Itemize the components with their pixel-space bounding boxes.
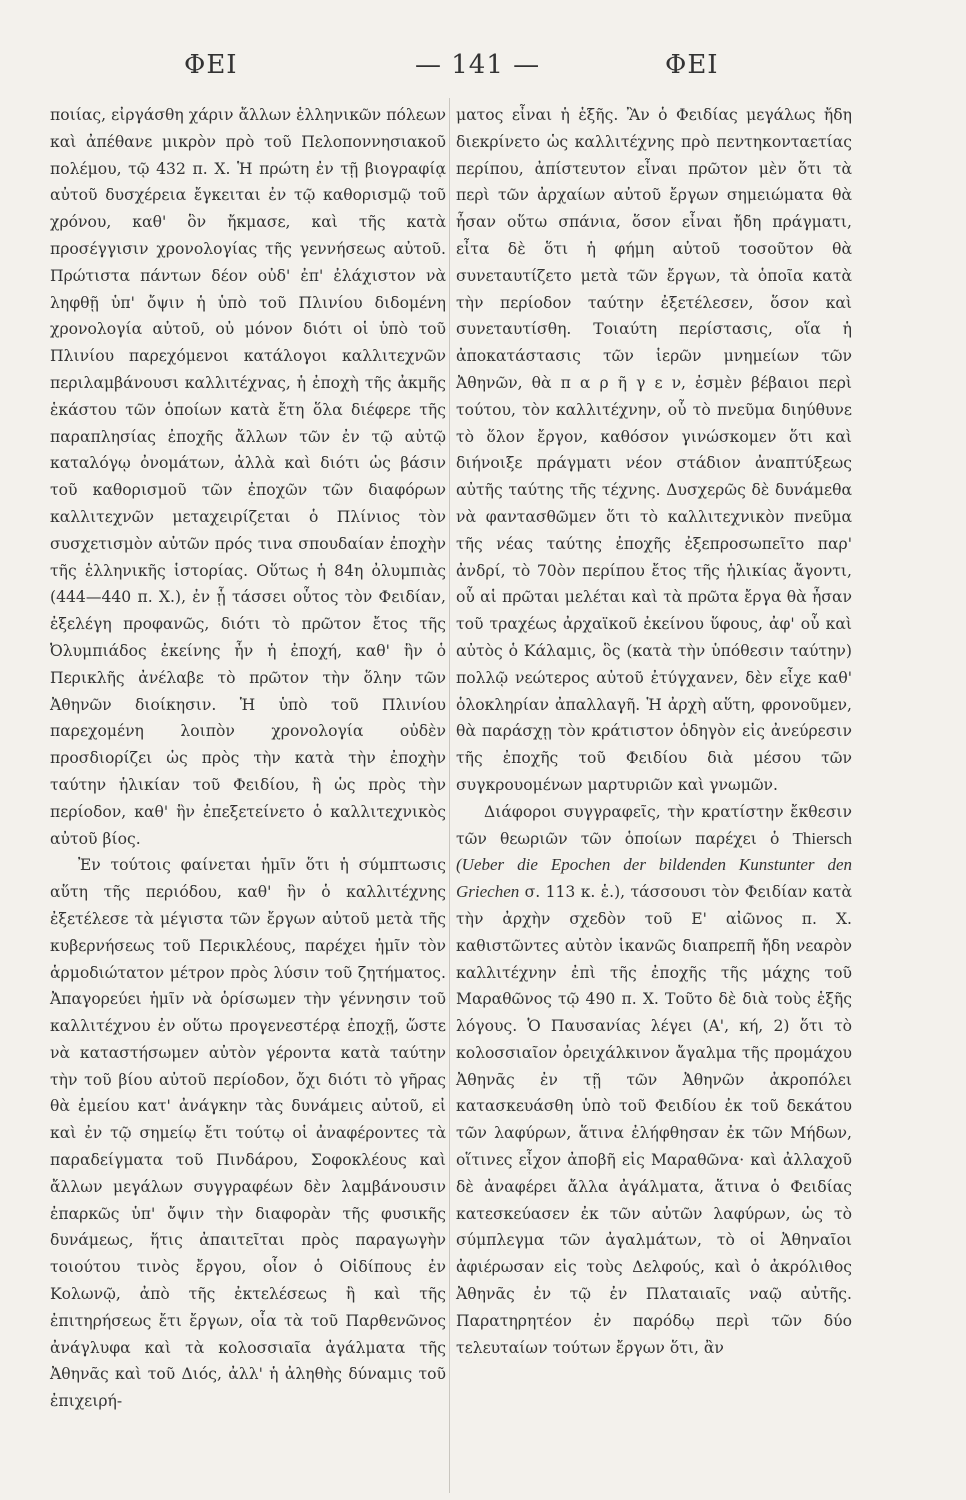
right-paragraph-2 [456,799,852,1362]
page-number: — 141 — [415,50,541,80]
header-left-word: ΦΕΙ [184,50,238,80]
para2-lead: Διάφοροι συγγραφεῖς, τὴν κρατίστην ἔκθεσιν τῶν θεωριῶν τῶν ὁποίων παρέχει ὁ [456,802,852,848]
right-paragraph-1: ματος εἶναι ἡ ἑξῆς. Ἂν ὁ Φειδίας μεγάλως ἤδη διεκρίνετο ὡς καλλιτέχνης πρὸ πεντηκονταετίας περίπου, ἀπίστευτον εἶναι πρῶτον μὲν ὅτι τὰ περὶ τῶν ἀρχαίων αὐτοῦ ἔργων σημειώματα θὰ ἦσαν οὕτω σπάνια, ὅσον εἶναι ἤδη πράγματι, εἶτα δὲ ὅτι ἡ φήμη αὐτοῦ τοσοῦτον θὰ συνεταυτίζετο μετὰ τῶν ἔργων, τὰ ὁποῖα κατὰ τὴν περίοδον ταύτην ἐξετέλεσεν, ὅσον καὶ συνεταυτίσθη. Τοιαύτη περίστασις, οἵα ἡ ἀποκατάστασις τῶν ἱερῶν μνημείων τῶν Ἀθηνῶν, θὰ π α ρ ῆ γ ε ν, ἐσμὲν βέβαιοι περὶ τούτου, τὸν καλλιτέχνην, οὗ τὸ πνεῦμα διηύθυνε τὸ ὅλον ἔργον, καθόσον γινώσκομεν ὅτι καὶ διήνοιξε πράγματι νέον στάδιον ἀναπτύξεως αὐτῆς ταύτης τῆς τέχνης. Δυσχερῶς δὲ δυνάμεθα νὰ φαντασθῶμεν ὅτι τὸ καλλιτεχνικὸν πνεῦμα τῆς νέας ταύτης ἐποχῆς ἐξεπροσωπεῖτο παρ' ἀνδρί, τὸ 70ὸν περίπου ἔτος τῆς ἡλικίας ἄγοντι, οὗ αἱ πρῶται μελέται καὶ τὰ πρῶτα ἔργα θὰ ἦσαν τοῦ τραχέως ἀρχαϊκοῦ ἐκείνου ὕφους, ἀφ' οὗ καὶ αὐτὸς ὁ Κάλαμις, ὃς (κατὰ τὴν ὑπόθεσιν ταύτην) πολλῷ νεώτερος αὐτοῦ ἐτύγχανεν, δὲν εἶχε καθ' ὁλοκληρίαν ἀπαλλαγῆ. Ἡ ἀρχὴ αὕτη, φρονοῦμεν, θὰ παράσχῃ τὸν κράτιστον ὁδηγὸν εἰς ἀνεύρεσιν τῆς ἐποχῆς τοῦ Φειδίου διὰ μέσου τῶν συγκρουομένων μαρτυριῶν καὶ γνωμῶν. [456,106,852,794]
left-paragraph-2: Ἐν τούτοις φαίνεται ἡμῖν ὅτι ἡ σύμπτωσις αὕτη τῆς περιόδου, καθ' ἣν ὁ καλλιτέχνης ἐξετέλεσε τὰ μέγιστα τῶν ἔργων αὐτοῦ μετὰ τῆς κυβερνήσεως τοῦ Περικλέους, παρέχει ἡμῖν τὸν ἁρμοδιώτατον μέτρον πρὸς λύσιν τοῦ ζητήματος. Ἀπαγορεύει ἡμῖν νὰ ὁρίσωμεν τὴν γέννησιν τοῦ καλλιτέχνου ἐν οὕτω προγενεστέρᾳ ἐποχῇ, ὥστε νὰ καταστήσωμεν αὐτὸν γέροντα κατὰ ταύτην τὴν τοῦ βίου αὐτοῦ περίοδον, ὄχι διότι τὸ γῆρας θὰ ἐμείου κατ' ἀνάγκην τὰς δυνάμεις αὐτοῦ, εἰ καὶ ἐν τῷ σημείῳ ἔτι τούτῳ οἱ ἀναφέροντες τὰ παραδείγματα τοῦ Πινδάρου, Σοφοκλέους καὶ ἄλλων μεγάλων συγγραφέων δὲν λαμβάνουσιν ἐπαρκῶς ὑπ' ὄψιν τὴν διαφορὰν τῆς φυσικῆς δυνάμεως, ἥτις ἀπαιτεῖται πρὸς παραγωγὴν τοιούτου τινὸς ἔργου, οἷον ὁ Οἰδίπους ἐν Κολωνῷ, ἀπὸ τῆς ἐκτελέσεως ἢ καὶ τῆς ἐπιτηρήσεως ἔτι ἔργων, οἷα τὰ τοῦ Παρθενῶνος ἀνάγλυφα καὶ τὰ κολοσσιαῖα ἀγάλματα τῆς Ἀθηνᾶς καὶ τοῦ Διός, ἀλλ' ἡ ἀληθὴς δύναμις τοῦ ἐπιχειρή- [50,856,446,1411]
left-paragraph-1: ποιίας, εἰργάσθη χάριν ἄλλων ἑλληνικῶν πόλεων καὶ ἀπέθανε μικρὸν πρὸ τοῦ Πελοποννησιακοῦ πολέμου, τῷ 432 π. Χ. Ἡ πρώτη ἐν τῇ βιογραφίᾳ αὐτοῦ δυσχέρεια ἔγκειται ἐν τῷ καθορισμῷ τοῦ χρόνου, καθ' ὃν ἤκμασε, καὶ τῆς κατὰ προσέγγισιν χρονολογίας τῆς γεννήσεως αὐτοῦ. Πρώτιστα πάντων δέον οὐδ' ἐπ' ἐλάχιστον νὰ ληφθῇ ὑπ' ὄψιν ἡ ὑπὸ τοῦ Πλινίου διδομένη χρονολογία αὐτοῦ, οὐ μόνον διότι οἱ ὑπὸ τοῦ Πλινίου παρεχόμενοι κατάλογοι καλλιτεχνῶν περιλαμβάνουσι καλλιτέχνας, ἡ ἐποχὴ τῆς ἀκμῆς ἑκάστου τῶν ὁποίων κατὰ ἔτη ὅλα διέφερε τῆς παραπλησίας ἐποχῆς ἄλλων τῶν ἐν τῷ αὐτῷ καταλόγῳ ὀνομάτων, ἀλλὰ καὶ διότι ὡς βάσιν τοῦ καθορισμοῦ τῶν ἐποχῶν τῶν διαφόρων καλλιτεχνῶν μεταχειρίζεται ὁ Πλίνιος τὸν συσχετισμὸν αὐτῶν πρός τινα σπουδαίαν ἐποχὴν τῆς ἑλληνικῆς ἱστορίας. Οὕτως ἡ 84η ὀλυμπιὰς (444—440 π. Χ.), ἐν ᾗ τάσσει οὗτος τὸν Φειδίαν, ἐξελέγη προφανῶς, διότι τὸ πρῶτον ἔτος τῆς Ὀλυμπιάδος ἐκείνης ἦν ἡ ἐποχή, καθ' ἣν ὁ Περικλῆς ἀνέλαβε τὸ πρῶτον τὴν ὅλην τῶν Ἀθηνῶν διοίκησιν. Ἡ ὑπὸ τοῦ Πλινίου παρεχομένη λοιπὸν χρονολογία οὐδὲν προσδιορίζει ὡς πρὸς τὴν κατὰ τὴν ἐποχὴν ταύτην ἡλικίαν τοῦ Φειδίου, ἢ ὡς πρὸς τὴν περίοδον, καθ' ἣν ἐπεξετείνετο ὁ καλλιτεχνικὸς αὐτοῦ βίος. [50,106,446,848]
left-column [50,102,446,1415]
right-column [456,102,852,1361]
author-thiersch: Thiersch [792,828,852,848]
cited-work-title: (Ueber die Epochen der bildenden Kunstunter den Griechen [456,855,852,902]
para2-rest: σ. 113 κ. ἑ.), τάσσουσι τὸν Φειδίαν κατὰ τὴν ἀρχὴν σχεδὸν τοῦ Ε' αἰῶνος π. Χ. καθιστῶντες αὐτὸν ἱκανῶς διαπρεπῆ ἤδη νεαρὸν καλλιτέχνην ἐπὶ τῆς ἐποχῆς τῆς μάχης τοῦ Μαραθῶνος τῷ 490 π. Χ. Τοῦτο δὲ διὰ τοὺς ἑξῆς λόγους. Ὁ Παυσανίας λέγει (Α', κή, 2) ὅτι τὸ κολοσσιαῖον ὀρειχάλκινον ἄγαλμα τῆς προμάχου Ἀθηνᾶς ἐν τῇ τῶν Ἀθηνῶν ἀκροπόλει κατασκευάσθη ὑπὸ τοῦ Φειδίου ἐκ τοῦ δεκάτου τῶν λαφύρων, ἅτινα ἐλήφθησαν ἐκ τῶν Μήδων, οἵτινες εἶχον ἀποβῆ εἰς Μαραθῶνα· καὶ ἀλλαχοῦ δὲ ἀναφέρει ἄλλα ἀγάλματα, ἅτινα ὁ Φειδίας κατεσκεύασεν ἐκ τῶν αὐτῶν λαφύρων, ὡς τὸ σύμπλεγμα τῶν ἀγαλμάτων, τὸ οἱ Ἀθηναῖοι ἀφιέρωσαν εἰς τοὺς Δελφούς, καὶ ὁ ἀκρόλιθος Ἀθηνᾶς ἐν τῷ ἐν Πλαταιαῖς ναῷ αὐτῆς. Παρατηρητέον ἐν παρόδῳ περὶ τῶν δύο τελευταίων τούτων ἔργων ὅτι, ἂν [456,883,852,1357]
running-header [0,50,966,90]
column-gutter [449,98,450,1493]
header-right-word: ΦΕΙ [665,50,719,80]
